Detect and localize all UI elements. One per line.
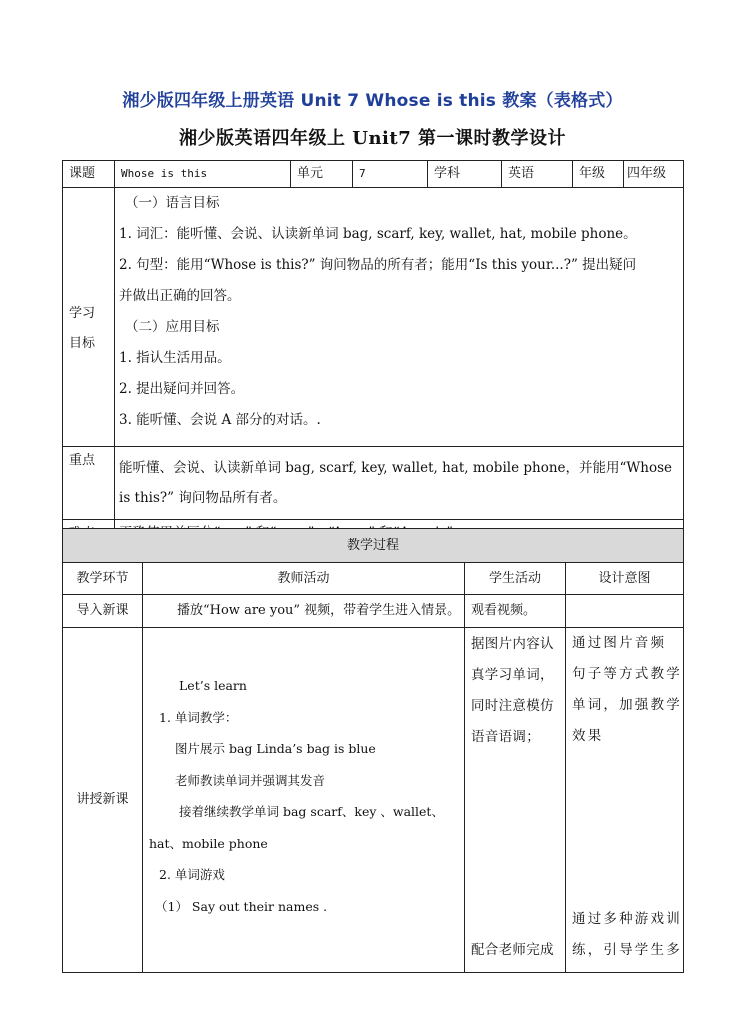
main-student-activity bbox=[465, 628, 566, 973]
objective-line: 2. 句型：能用“Whose is this?” 询问物品的所有者；能用“Is this your...?” 提出疑问 bbox=[119, 257, 637, 273]
teacher-line: hat、mobile phone bbox=[149, 835, 268, 851]
intro-student-activity: 观看视频。 bbox=[465, 595, 566, 628]
objective-line: 1. 指认生活用品。 bbox=[119, 350, 231, 366]
teacher-line: 老师教读单词并强调其发音 bbox=[175, 772, 326, 788]
column-header: 教师活动 bbox=[143, 563, 465, 595]
teaching-process-table bbox=[62, 528, 684, 973]
student-line: 配合老师完成 bbox=[471, 941, 554, 958]
teacher-line: 1. 单词教学： bbox=[159, 709, 238, 725]
design-line: 效果 bbox=[572, 728, 604, 744]
teacher-line: 2. 单词游戏 bbox=[159, 867, 225, 882]
main-teacher-activity bbox=[143, 628, 465, 973]
objective-line: 2. 提出疑问并回答。 bbox=[119, 381, 245, 397]
main-stage: 讲授新课 bbox=[63, 628, 143, 973]
key-points-row bbox=[63, 447, 684, 520]
teacher-line: （1） Say out their names . bbox=[155, 898, 328, 914]
teacher-line: Let’s learn bbox=[179, 678, 247, 693]
design-line: 练，引导学生多 bbox=[572, 942, 682, 958]
design-line: 单词，加强教学 bbox=[572, 697, 682, 713]
lesson-value: Whose is this bbox=[115, 161, 291, 188]
student-line: 据图片内容认 bbox=[471, 635, 554, 652]
grade-value: 四年级 bbox=[624, 161, 684, 188]
student-line: 语音语调； bbox=[471, 728, 540, 745]
process-banner: 教学过程 bbox=[63, 529, 684, 563]
objectives-label bbox=[63, 188, 115, 447]
unit-label: 单元 bbox=[291, 161, 353, 188]
intro-stage: 导入新课 bbox=[63, 595, 143, 628]
objective-line: 1. 词汇：能听懂、会说、认读新单词 bag, scarf, key, wallet, hat, mobile phone。 bbox=[119, 226, 637, 242]
process-banner-row bbox=[63, 529, 684, 563]
objective-line: 3. 能听懂、会说 A 部分的对话。. bbox=[119, 412, 321, 428]
objectives-content bbox=[115, 188, 684, 447]
intro-design-intent bbox=[566, 595, 684, 628]
column-header: 设计意图 bbox=[566, 563, 684, 595]
lesson-header-row bbox=[63, 161, 684, 188]
intro-teacher-activity: 播放“How are you” 视频，带着学生进入情景。 bbox=[143, 595, 465, 628]
subject-value: 英语 bbox=[502, 161, 573, 188]
main-lesson-row bbox=[63, 628, 684, 973]
spacer bbox=[572, 758, 678, 910]
document-title: 湘少版四年级上册英语 Unit 7 Whose is this 教案（表格式） bbox=[122, 91, 623, 111]
design-line: 句子等方式教学 bbox=[572, 666, 682, 682]
process-header-row bbox=[63, 563, 684, 595]
lesson-label: 课题 bbox=[63, 161, 115, 188]
student-line: 同时注意模仿 bbox=[471, 697, 554, 714]
objectives-row bbox=[63, 188, 684, 447]
student-line: 真学习单词， bbox=[471, 666, 554, 683]
design-line: 通过多种游戏训 bbox=[572, 911, 682, 927]
subject-label: 学科 bbox=[428, 161, 502, 188]
key-points-label: 重点 bbox=[63, 447, 115, 520]
teacher-line: 接着继续教学单词 bag scarf、key 、wallet、 bbox=[179, 804, 444, 819]
intro-row bbox=[63, 595, 684, 628]
lesson-info-table bbox=[62, 160, 684, 548]
objectives-label-line-1: 学习 bbox=[69, 306, 96, 321]
column-header: 教学环节 bbox=[63, 563, 143, 595]
main-design-intent bbox=[566, 628, 684, 973]
objective-line: （二）应用目标 bbox=[125, 319, 220, 335]
objective-line: 并做出正确的回答。 bbox=[119, 288, 241, 304]
grade-label: 年级 bbox=[573, 161, 624, 188]
column-header: 学生活动 bbox=[465, 563, 566, 595]
spacer bbox=[471, 759, 560, 941]
teacher-line: 图片展示 bag Linda’s bag is blue bbox=[175, 741, 376, 756]
document-subtitle: 湘少版英语四年级上 Unit7 第一课时教学设计 bbox=[179, 128, 566, 149]
design-line: 通过图片音频 bbox=[572, 635, 667, 651]
objectives-label-line-2: 目标 bbox=[69, 336, 96, 351]
key-points-text: 能听懂、会说、认读新单词 bag, scarf, key, wallet, hat, mobile phone，并能用“Whose is this?” 询问物品所有者。 bbox=[115, 447, 684, 520]
unit-value: 7 bbox=[353, 161, 428, 188]
objective-line: （一）语言目标 bbox=[125, 195, 220, 211]
